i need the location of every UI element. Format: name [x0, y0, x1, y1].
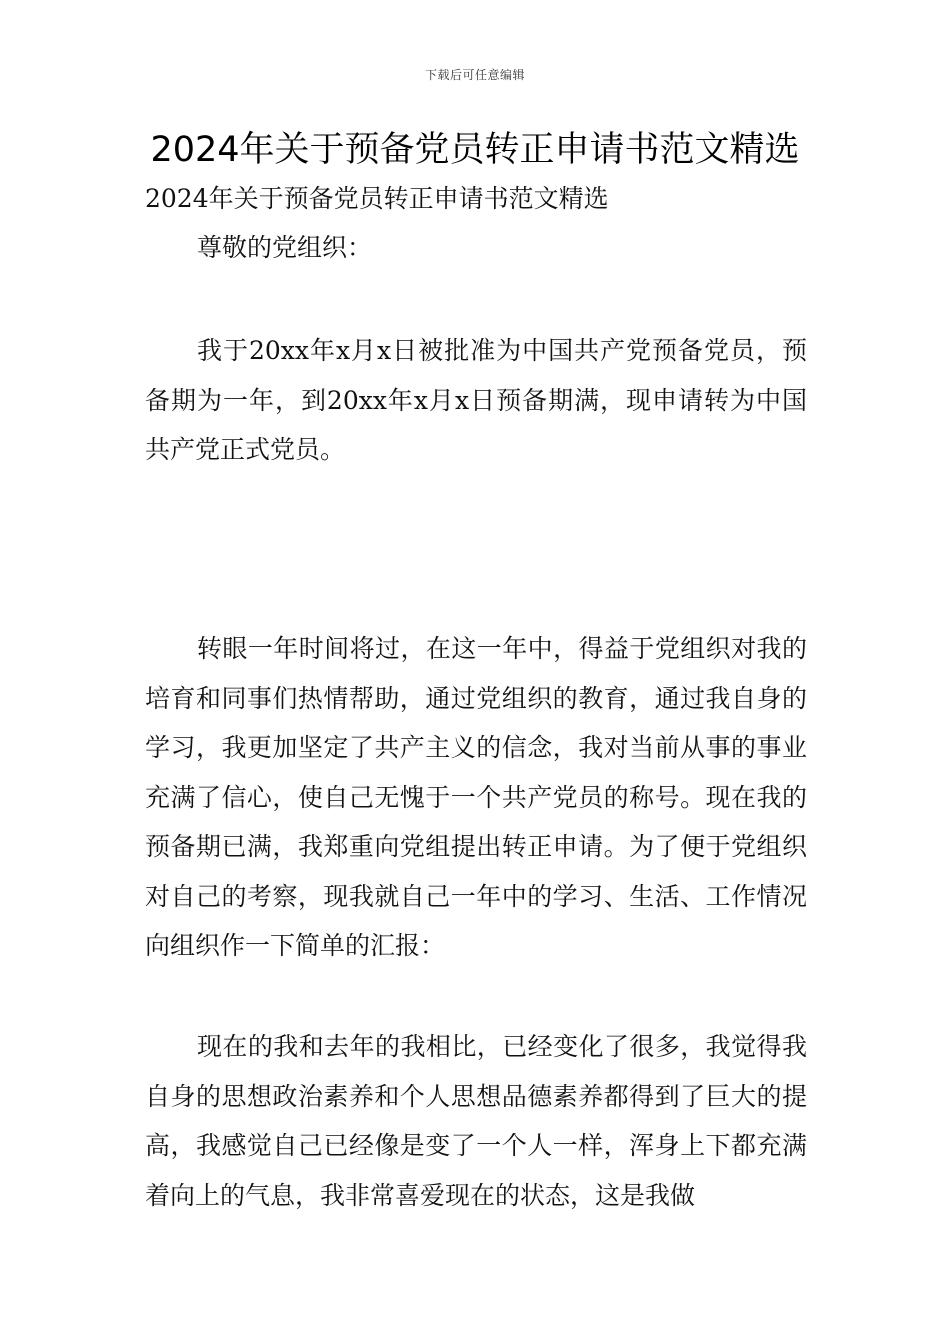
paragraph-2: 转眼一年时间将过，在这一年中，得益于党组织对我的培育和同事们热情帮助，通过党组织的教育，通过我自身的学习，我更加坚定了共产主义的信念，我对当前从事的事业充满了信心，使自己无愧于一个共产党员的称号。现在我的预备期已满，我郑重向党组提出转正申请。为了便于党组织对自己的考察，现我就自己一年中的学习、生活、工作情况向组织作一下简单的汇报：	[145, 634, 807, 960]
salutation: 尊敬的党组织：	[197, 233, 373, 262]
paragraph-3: 现在的我和去年的我相比，已经变化了很多，我觉得我自身的思想政治素养和个人思想品德素养都得到了巨大的提高，我感觉自己已经像是变了一个人一样，浑身上下都充满着向上的气息，我非常喜爱现在的状态，这是我做	[145, 1032, 807, 1210]
document-subtitle: 2024年关于预备党员转正申请书范文精选	[145, 184, 609, 213]
paragraph-1: 我于20xx年x月x日被批准为中国共产党预备党员，预备期为一年，到20xx年x月x日预备期满，现申请转为中国共产党正式党员。	[145, 336, 807, 464]
header-note: 下载后可任意编辑	[424, 68, 525, 82]
document-title: 2024年关于预备党员转正申请书范文精选	[150, 130, 800, 170]
